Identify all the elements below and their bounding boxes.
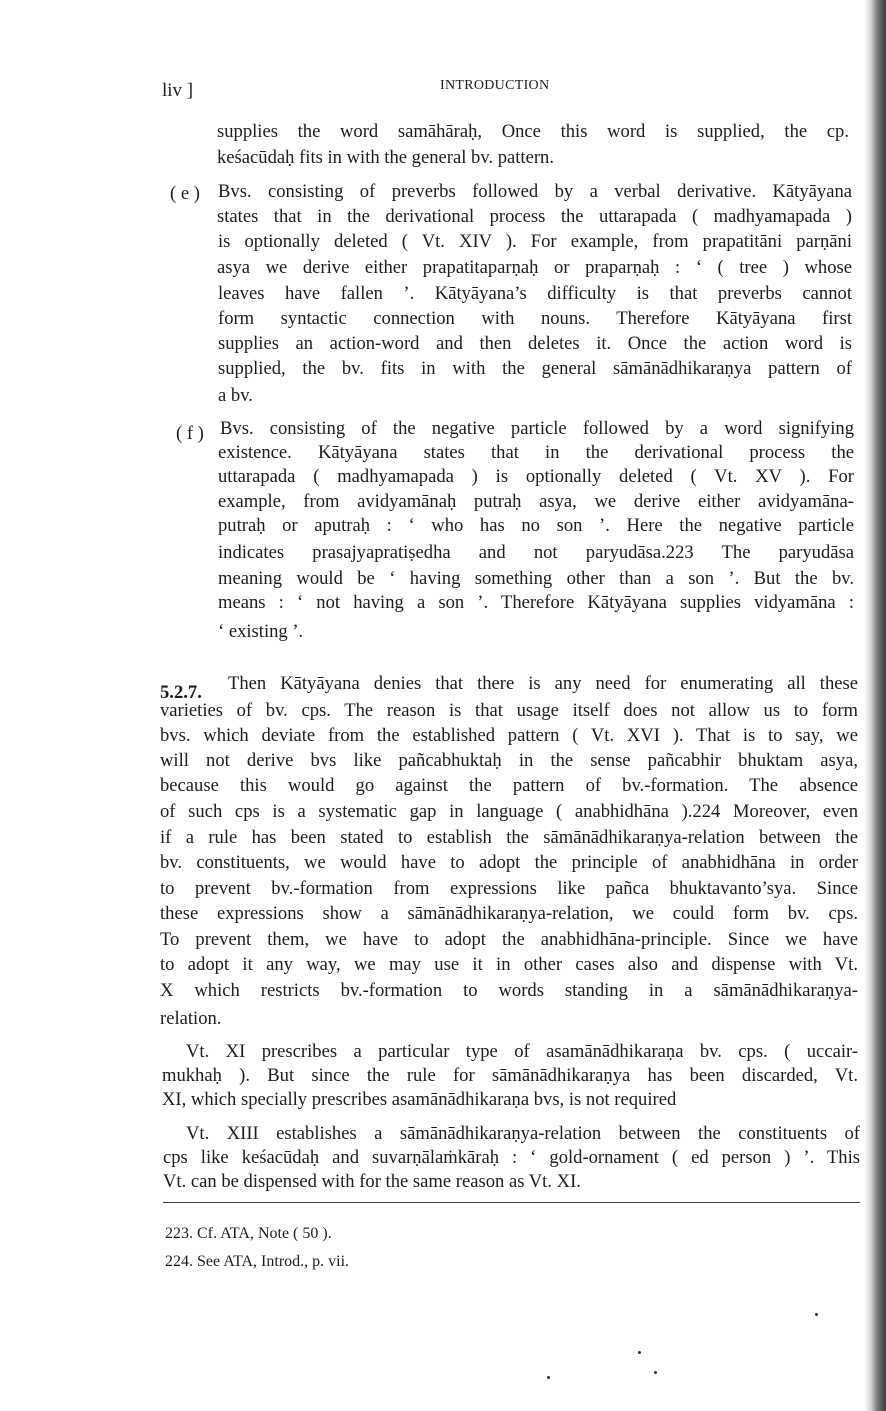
section-line: X which restricts bv.-formation to words standing in a sāmānādhikaraṇya-	[160, 980, 858, 1001]
footnote-rule	[163, 1202, 860, 1203]
para-d-line-1: supplies the word samāhāraḥ, Once this word is supplied, the cp.	[217, 121, 849, 142]
para-d-line-2: keśacūdaḥ fits in with the general bv. pattern.	[217, 147, 554, 168]
section-line: relation.	[160, 1008, 222, 1029]
section-line: bv. constituents, we would have to adopt the principle of anabhidhāna in order	[160, 852, 858, 873]
section-line: varieties of bv. cps. The reason is that usage itself does not allow us to form	[160, 700, 858, 721]
footnote-223: 223. Cf. ATA, Note ( 50 ).	[165, 1225, 332, 1242]
para-e-line: supplies an action-word and then deletes it. Once the action word is	[218, 333, 852, 354]
para-f-line: meaning would be ‘ having something other than a son ’. But the bv.	[218, 568, 854, 589]
para-e-line: supplied, the bv. fits in with the general sāmānādhikaraṇya pattern of	[218, 358, 852, 379]
para-f-line: example, from avidyamānaḥ putraḥ asya, we derive either avidyamāna-	[218, 491, 854, 512]
para-e-line: form syntactic connection with nouns. Therefore Kātyāyana first	[218, 308, 852, 329]
section-line: these expressions show a sāmānādhikaraṇya-relation, we could form bv. cps.	[160, 903, 858, 924]
para-f-line: uttarapada ( madhyamapada ) is optionally deleted ( Vt. XV ). For	[218, 466, 854, 487]
section-line: bvs. which deviate from the established pattern ( Vt. XVI ). That is to say, we	[160, 725, 858, 746]
vt-xi-line: mukhaḥ ). But since the rule for sāmānādhikaraṇya has been discarded, Vt.	[162, 1065, 858, 1086]
page-number: liv ]	[162, 80, 194, 101]
page-edge-shadow	[864, 0, 886, 1411]
para-f-line: putraḥ or aputraḥ : ‘ who has no son ’. Here the negative particle	[218, 515, 854, 536]
scan-speck	[638, 1351, 641, 1354]
scan-speck	[547, 1376, 550, 1379]
section-line: of such cps is a systematic gap in language ( anabhidhāna ).224 Moreover, even	[160, 801, 858, 822]
para-e-line: Bvs. consisting of preverbs followed by a verbal derivative. Kātyāyana	[218, 181, 852, 202]
para-f-line: indicates prasajyapratiṣedha and not paryudāsa.223 The paryudāsa	[218, 542, 854, 563]
para-f-line: means : ‘ not having a son ’. Therefore Kātyāyana supplies vidyamāna :	[218, 592, 854, 613]
section-line: Then Kātyāyana denies that there is any need for enumerating all these	[228, 673, 858, 694]
para-e-line: leaves have fallen ’. Kātyāyana’s difficulty is that preverbs cannot	[218, 283, 852, 304]
para-e-line: states that in the derivational process the uttarapada ( madhyamapada )	[217, 206, 852, 227]
section-line: to adopt it any way, we may use it in other cases also and dispense with Vt.	[160, 954, 858, 975]
para-f-line: Bvs. consisting of the negative particle followed by a word signifying	[220, 418, 854, 439]
scan-speck	[654, 1371, 657, 1374]
section-number: 5.2.7.	[160, 682, 202, 703]
footnote-224: 224. See ATA, Introd., p. vii.	[165, 1253, 350, 1270]
vt-xi-line: Vt. XI prescribes a particular type of asamānādhikaraṇa bv. cps. ( uccair-	[186, 1041, 858, 1062]
scan-speck	[815, 1313, 818, 1316]
para-e-line: a bv.	[218, 385, 253, 406]
vt-xiii-line: Vt. XIII establishes a sāmānādhikaraṇya-relation between the constituents of	[186, 1123, 860, 1144]
para-f-label: ( f )	[176, 423, 204, 444]
vt-xi-line: XI, which specially prescribes asamānādhikaraṇa bvs, is not required	[162, 1089, 677, 1110]
section-line: to prevent bv.-formation from expressions like pañca bhuktavanto’sya. Since	[160, 878, 858, 899]
para-e-line: asya we derive either prapatitaparṇaḥ or praparṇaḥ : ‘ ( tree ) whose	[217, 257, 852, 278]
para-e-label: ( e )	[170, 183, 200, 204]
vt-xiii-line: cps like keśacūdaḥ and suvarṇālaṁkāraḥ : ‘ gold-ornament ( ed person ) ’. This	[163, 1147, 860, 1168]
section-line: because this would go against the pattern of bv.-formation. The absence	[160, 775, 858, 796]
para-e-line: is optionally deleted ( Vt. XIV ). For example, from prapatitāni parṇāni	[218, 231, 852, 252]
vt-xiii-line: Vt. can be dispensed with for the same reason as Vt. XI.	[163, 1171, 581, 1192]
section-line: if a rule has been stated to establish the sāmānādhikaraṇya-relation between the	[160, 827, 858, 848]
section-line: To prevent them, we have to adopt the anabhidhāna-principle. Since we have	[160, 929, 858, 950]
section-line: will not derive bvs like pañcabhuktaḥ in the sense pañcabhir bhuktam asya,	[160, 750, 858, 771]
para-f-line: existence. Kātyāyana states that in the derivational process the	[218, 442, 854, 463]
para-f-line: ‘ existing ’.	[218, 621, 304, 642]
running-title: INTRODUCTION	[440, 78, 550, 93]
